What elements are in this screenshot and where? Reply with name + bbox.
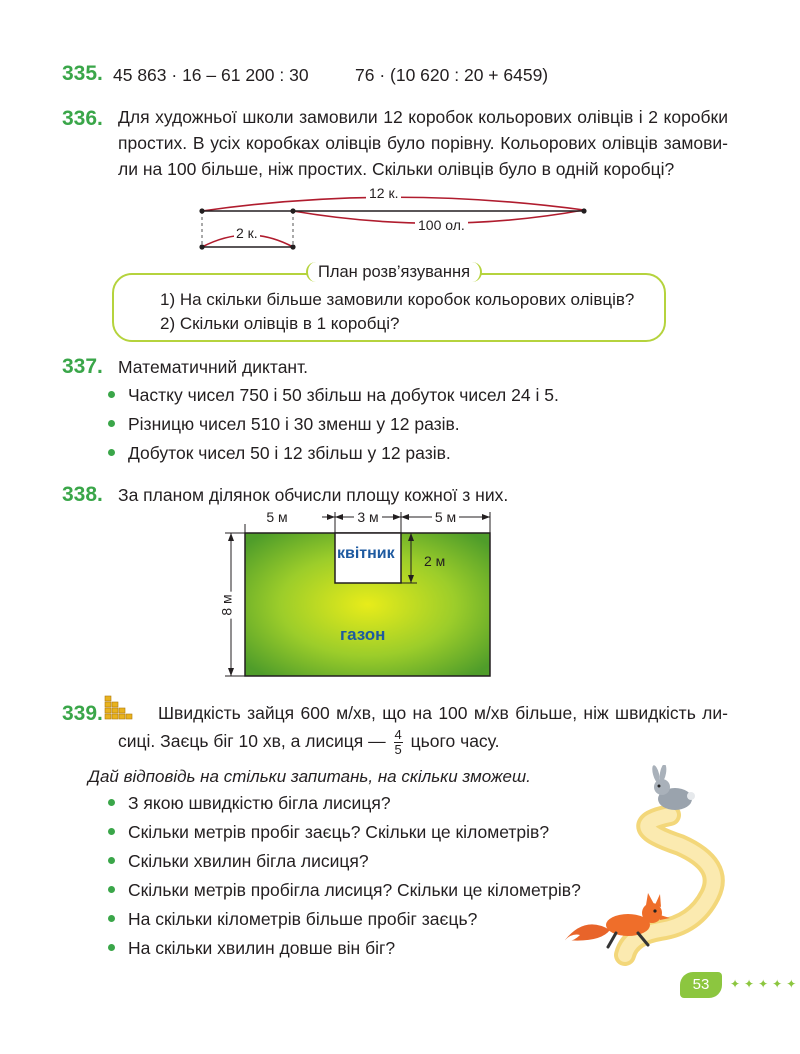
land-plot-plan (215, 508, 505, 683)
problem-339-line-1: Швидкість зайця 600 м/хв, що на 100 м/хв більше, ніж швидкість ли- (158, 703, 728, 723)
bullet (108, 828, 115, 835)
problem-337-number: 337. (62, 355, 103, 378)
dictation-item-1: Частку чисел 750 і 50 збільш на добуток чисел 24 і 5. (128, 385, 559, 405)
fraction-four-fifths: $\frac{4}{5}$ (394, 727, 402, 757)
dictation-item-3: Добуток чисел 50 і 12 збільш у 12 разів. (128, 443, 451, 463)
question-1: З якою швидкістю бігла лисиця? (128, 793, 391, 813)
dimension-middle-width: 3 м (335, 510, 401, 524)
page-number: 53 (680, 972, 722, 998)
question-6: На скільки хвилин довше він біг? (128, 938, 396, 958)
bullet (108, 857, 115, 864)
problem-339-line-2: сиці. Заєць біг 10 хв, а лисиця — $\frac{4}{5}$ цього часу. (118, 727, 500, 757)
problem-335-expression-1: 45 863 · 16 – 61 200 : 30 (113, 65, 309, 85)
problem-336-line-2: простих. В усіх коробках олівців було порівну. Кольорових олівців замови- (118, 133, 728, 153)
label-12-boxes: 12 к. (366, 185, 401, 201)
question-4: Скільки метрів пробігла лисиця? Скільки це кілометрів? (128, 880, 581, 900)
difficulty-blocks-icon (104, 695, 138, 723)
dimension-right-width: 5 м (401, 510, 490, 524)
problem-338-title: За планом ділянок обчисли площу кожної з них. (118, 485, 509, 505)
plan-question-2: 2) Скільки олівців в 1 коробці? (160, 314, 400, 333)
label-2-boxes: 2 к. (236, 225, 258, 241)
problem-335-expression-2: 76 · (10 620 : 20 + 6459) (355, 65, 549, 85)
plan-question-1: 1) На скільки більше замовили коробок кольорових олівців? (160, 290, 635, 309)
question-5: На скільки кілометрів більше пробіг заєць? (128, 909, 478, 929)
hare-icon (651, 765, 695, 810)
problem-337-title: Математичний диктант. (118, 357, 309, 377)
dictation-item-2: Різницю чисел 510 і 30 зменш у 12 разів. (128, 414, 460, 434)
problem-336-line-1: Для художньої школи замовили 12 коробок кольорових олівців і 2 коробки (118, 107, 728, 127)
dimension-flowerbed-height: 2 м (424, 553, 446, 569)
question-2: Скільки метрів пробіг заєць? Скільки це кілометрів? (128, 822, 550, 842)
bullet (108, 420, 115, 427)
lawn-label: газон (340, 625, 386, 644)
bullet (108, 886, 115, 893)
problem-339-instruction: Дай відповідь на стільки запитань, на скільки зможеш. (88, 767, 531, 786)
bullet (108, 915, 115, 922)
problem-336-line-3: ли на 100 більше, ніж простих. Скільки олівців було в одній коробці? (118, 159, 675, 179)
dimension-height: 8 м (219, 591, 235, 618)
label-100-pencils: 100 ол. (415, 217, 468, 233)
bullet (108, 799, 115, 806)
dimension-left-width: 5 м (232, 510, 322, 524)
decorative-stars: ✦✦✦✦✦ (730, 977, 800, 991)
problem-336-number: 336. (62, 107, 103, 130)
problem-339-number: 339. (62, 702, 103, 725)
bullet (108, 449, 115, 456)
problem-338-number: 338. (62, 483, 103, 506)
problem-335-number: 335. (62, 62, 103, 85)
question-3: Скільки хвилин бігла лисиця? (128, 851, 369, 871)
flowerbed-label: квітник (337, 545, 395, 562)
hare-fox-illustration (560, 765, 760, 980)
solution-plan-title: План розв’язування (306, 262, 482, 282)
bullet (108, 391, 115, 398)
bullet (108, 944, 115, 951)
